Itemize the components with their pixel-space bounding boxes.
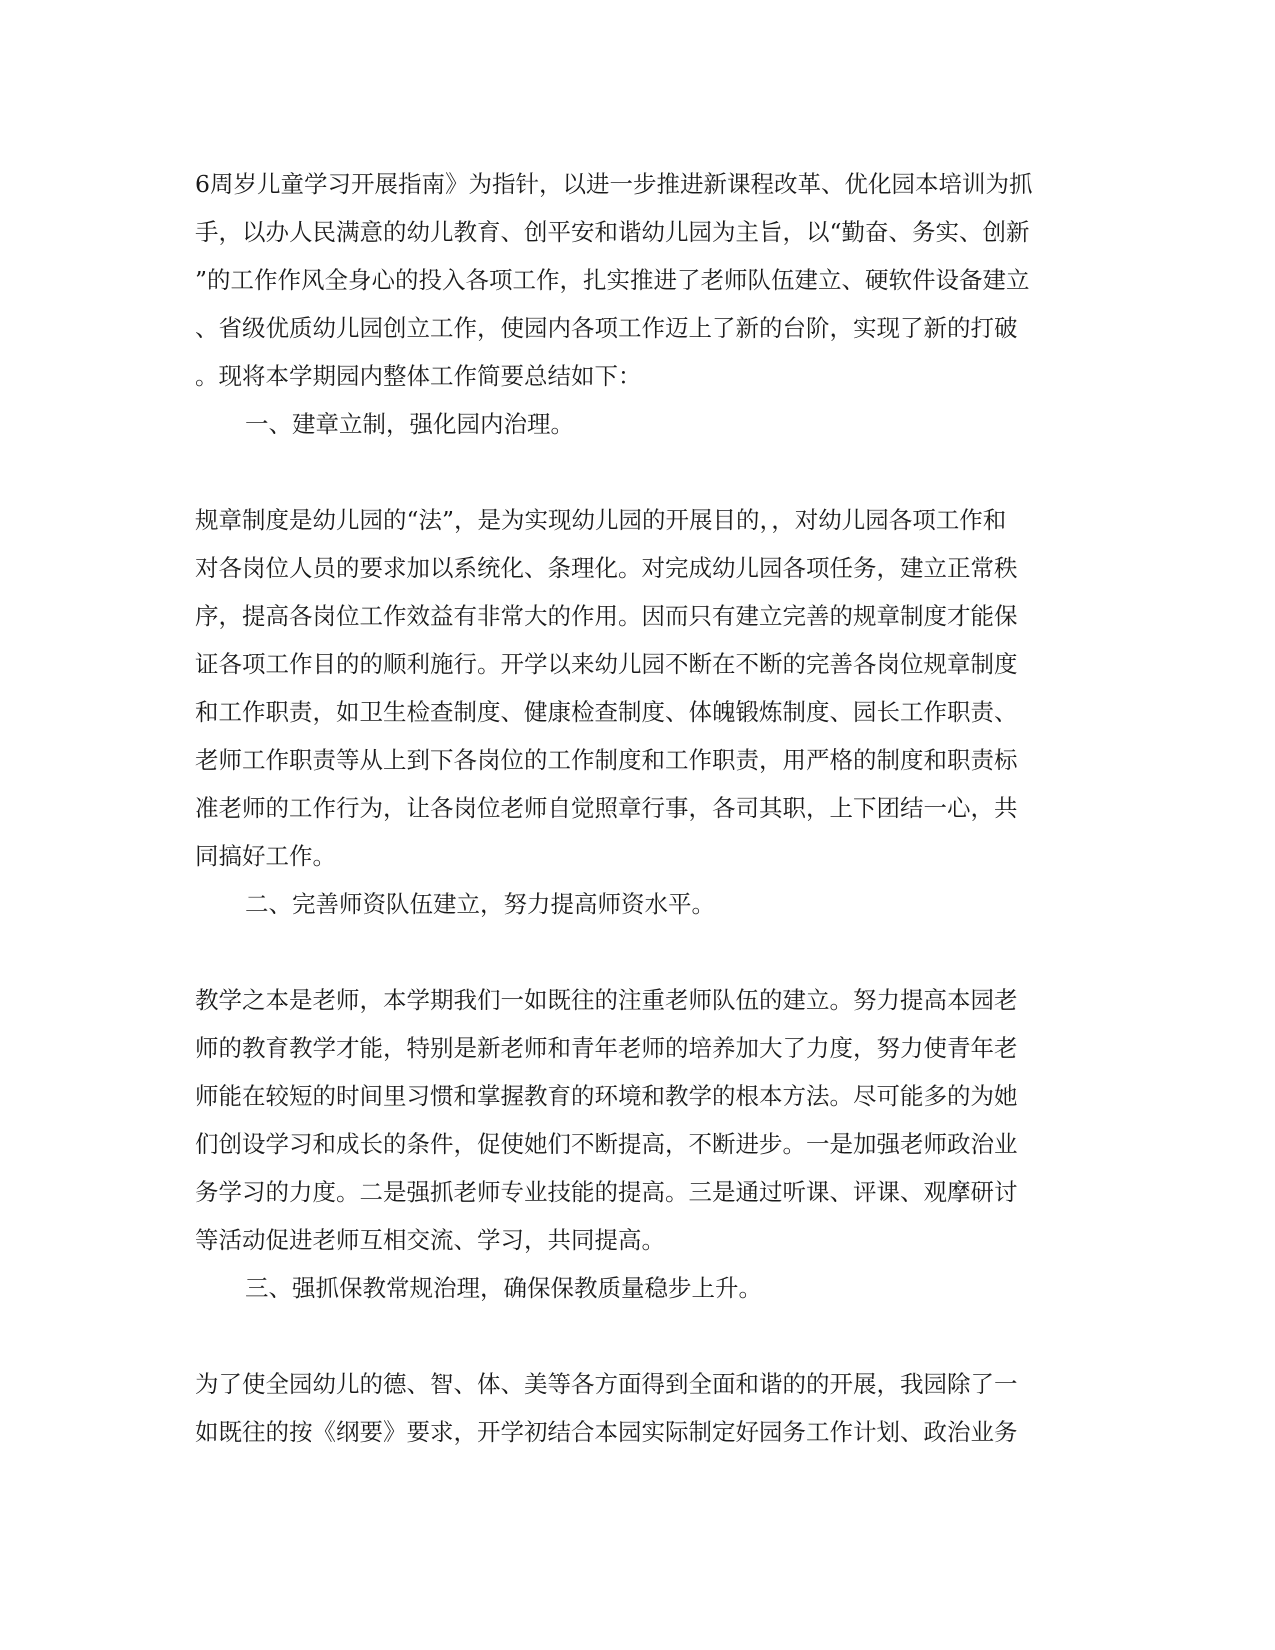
section-heading-2: 二、完善师资队伍建立，努力提高师资水平。 xyxy=(245,890,715,918)
text-line: 教学之本是老师，本学期我们一如既往的注重老师队伍的建立。努力提高本园老 xyxy=(195,986,1018,1014)
text-line: 务学习的力度。二是强抓老师专业技能的提高。三是通过听课、评课、观摩研讨 xyxy=(195,1178,1018,1206)
text-line: 证各项工作目的的顺利施行。开学以来幼儿园不断在不断的完善各岗位规章制度 xyxy=(195,650,1018,678)
text-line: 和工作职责，如卫生检查制度、健康检查制度、体魄锻炼制度、园长工作职责、 xyxy=(195,698,1018,726)
text-line: 。现将本学期园内整体工作简要总结如下： xyxy=(195,362,642,390)
paragraph-gap xyxy=(195,1312,1075,1360)
text-line: 序，提高各岗位工作效益有非常大的作用。因而只有建立完善的规章制度才能保 xyxy=(195,602,1018,630)
document-body xyxy=(195,160,1075,1456)
section-heading-3: 三、强抓保教常规治理，确保保教质量稳步上升。 xyxy=(245,1274,762,1302)
text-line: 们创设学习和成长的条件，促使她们不断提高，不断进步。一是加强老师政治业 xyxy=(195,1130,1018,1158)
text-line: 为了使全园幼儿的德、智、体、美等各方面得到全面和谐的的开展，我园除了一 xyxy=(195,1370,1018,1398)
text-line: 6周岁儿童学习开展指南》为指针，以进一步推进新课程改革、优化园本培训为抓 xyxy=(195,170,1033,198)
text-line: 规章制度是幼儿园的“法”，是为实现幼儿园的开展目的，，对幼儿园各项工作和 xyxy=(195,506,1007,534)
text-line: 、省级优质幼儿园创立工作，使园内各项工作迈上了新的台阶，实现了新的打破 xyxy=(195,314,1018,342)
section-2-paragraph xyxy=(195,976,1075,1264)
text-line: 如既往的按《纲要》要求，开学初结合本园实际制定好园务工作计划、政治业务 xyxy=(195,1418,1018,1446)
intro-paragraph xyxy=(195,160,1075,400)
text-line: 准老师的工作行为，让各岗位老师自觉照章行事，各司其职，上下团结一心，共 xyxy=(195,794,1018,822)
section-3-paragraph xyxy=(195,1360,1075,1456)
text-line: 等活动促进老师互相交流、学习，共同提高。 xyxy=(195,1226,665,1254)
text-line: 师的教育教学才能，特别是新老师和青年老师的培养加大了力度，努力使青年老 xyxy=(195,1034,1018,1062)
text-line: 老师工作职责等从上到下各岗位的工作制度和工作职责，用严格的制度和职责标 xyxy=(195,746,1018,774)
text-line: ”的工作作风全身心的投入各项工作，扎实推进了老师队伍建立、硬软件设备建立 xyxy=(195,266,1030,294)
text-line: 同搞好工作。 xyxy=(195,842,336,870)
text-line: 手，以办人民满意的幼儿教育、创平安和谐幼儿园为主旨，以“勤奋、务实、创新 xyxy=(195,218,1030,246)
section-1-paragraph xyxy=(195,496,1075,880)
text-line: 师能在较短的时间里习惯和掌握教育的环境和教学的根本方法。尽可能多的为她 xyxy=(195,1082,1018,1110)
paragraph-gap xyxy=(195,928,1075,976)
paragraph-gap xyxy=(195,448,1075,496)
section-heading-1: 一、建章立制，强化园内治理。 xyxy=(245,410,574,438)
text-line: 对各岗位人员的要求加以系统化、条理化。对完成幼儿园各项任务，建立正常秩 xyxy=(195,554,1018,582)
